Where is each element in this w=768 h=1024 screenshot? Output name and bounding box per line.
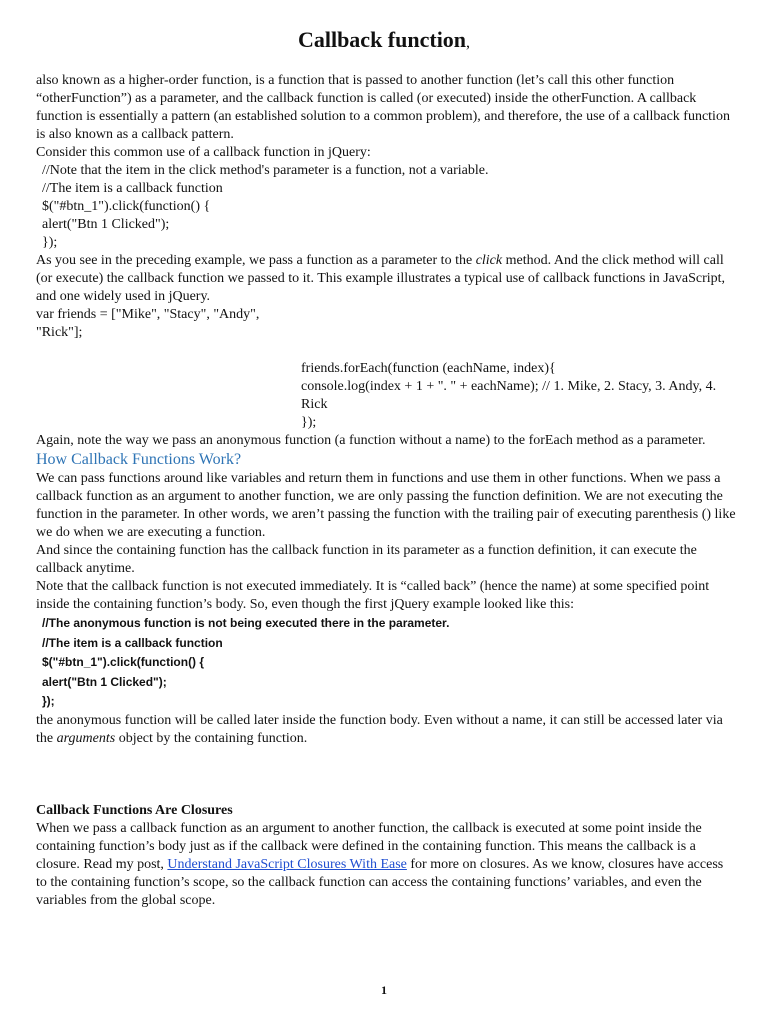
code-line: //The item is a callback function (42, 635, 223, 650)
code-line: alert("Btn 1 Clicked"); (42, 674, 167, 689)
intro-jquery-paragraph: Consider this common use of a callback function in jQuery: (36, 145, 371, 160)
code-line: //Note that the item in the click method's parameter is a function, not a variable. (42, 163, 489, 178)
arguments-emphasis: arguments (56, 730, 116, 746)
code-line: console.log(index + 1 + ". " + eachName); // 1. Mike, 2. Stacy, 3. Andy, 4. Rick (301, 379, 717, 412)
spacer (36, 766, 736, 784)
title-text: Callback function (297, 27, 467, 52)
code-line: friends.forEach(function (eachName, index){ (301, 361, 556, 376)
later-paragraph-after: object by the containing function. (115, 730, 308, 746)
closures-post-link[interactable]: Understand JavaScript Closures With Ease (167, 856, 407, 872)
closures-heading: Callback Functions Are Closures (36, 802, 233, 818)
closures-paragraph-before: When we pass a callback function as an argument to another function, the callback is executed at some point inside the containing function’s body just as if the callback were defined in the containing function. This means the callback is a closure. Read my post, (36, 820, 702, 872)
how-paragraph-1: We can pass functions around like variables and return them in functions and use them in other functions. When we pass a callback function as an argument to another function, we are only passing the function definition. We are not executing the function in the parameter. In other words, we aren’t passing the function with the trailing pair of executing parenthesis () like we do when we are executing a function. (36, 471, 736, 540)
how-paragraph-2: And since the containing function has the callback function in its parameter as a function definition, it can execute the callback anytime. (36, 543, 697, 576)
spacer (36, 748, 736, 766)
code-line: $("#btn_1").click(function() { (42, 199, 211, 214)
friends-array-code (36, 306, 736, 342)
click-paragraph-before: As you see in the preceding example, we pass a function as a parameter to the (36, 253, 476, 268)
code-line: var friends = ["Mike", "Stacy", "Andy", (36, 307, 260, 322)
closures-paragraph-after: for more on closures. As we know, closures have access to the containing function’s scope, so the callback function can access the containing functions’ variables, and even the variables from the global scope. (36, 856, 724, 908)
title-trailing: , (466, 34, 471, 51)
document-body (36, 72, 736, 910)
code-line: "Rick"]; (36, 325, 83, 340)
click-method-paragraph (36, 252, 736, 306)
code-line: $("#btn_1").click(function() { (42, 655, 205, 669)
page-number: 1 (381, 983, 387, 997)
foreach-code-block (301, 360, 736, 432)
intro-paragraph: also known as a higher-order function, is a function that is passed to another function (let’s call this other function “otherFunction”) as a parameter, and the callback function is called (or executed) inside the otherFunction. A callback function is essentially a pattern (an established solution to a common problem), and therefore, the use of a callback function is also known as a callback pattern. (36, 73, 730, 142)
code-line: }); (42, 694, 55, 708)
closures-paragraph (36, 820, 736, 910)
anonymous-function-paragraph: Again, note the way we pass an anonymous function (a function without a name) to the forEach method as a parameter. (36, 433, 706, 448)
code-line: }); (301, 415, 317, 430)
code-line: //The anonymous function is not being executed there in the parameter. (42, 616, 450, 630)
how-callbacks-work-heading: How Callback Functions Work? (36, 451, 242, 468)
page-title (0, 27, 768, 53)
jquery-click-code-block (36, 162, 736, 252)
click-emphasis: click (475, 253, 503, 268)
code-line: alert("Btn 1 Clicked"); (42, 217, 170, 232)
later-paragraph-before: the anonymous function will be called later inside the function body. Even without a name, it can still be accessed later via the (36, 712, 723, 746)
called-later-paragraph (36, 712, 736, 748)
code-line: }); (42, 235, 58, 250)
click-paragraph-after: method. And the click method will call (or execute) the callback function we passed to it. This example illustrates a typical use of callback functions in JavaScript, and one widely used in jQuery. (36, 253, 726, 304)
spacer (36, 784, 736, 802)
code-line: //The item is a callback function (42, 181, 223, 196)
how-paragraph-3: Note that the callback function is not executed immediately. It is “called back” (hence the name) at some specified point inside the containing function’s body. So, even though the first jQuery example looked like this: (36, 579, 710, 612)
spacer (36, 342, 736, 360)
jquery-click-bold-code-block (36, 614, 736, 712)
